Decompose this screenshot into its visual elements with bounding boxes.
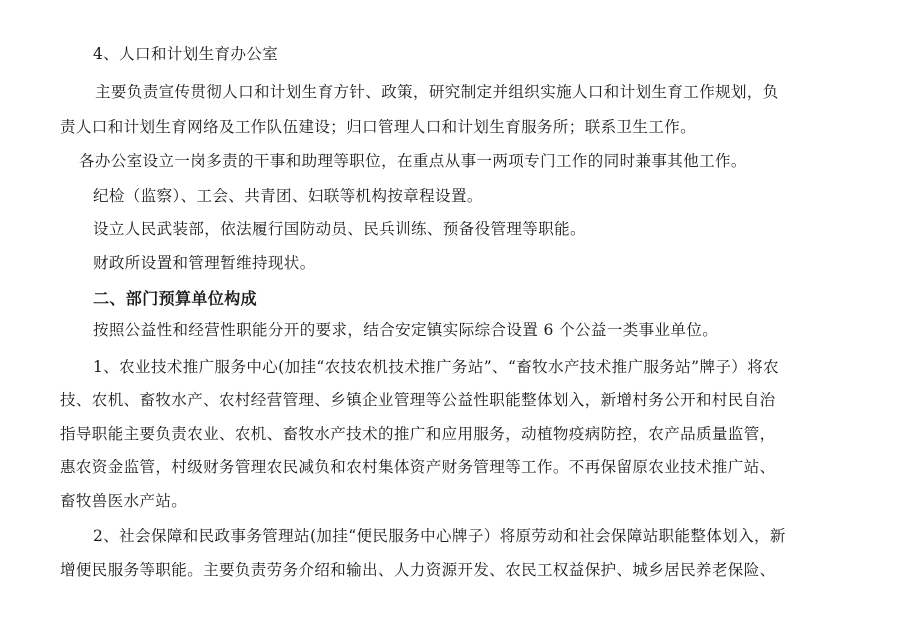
paragraph-line: 惠农资金监管，村级财务管理农民减负和农村集体资产财务管理等工作。不再保留原农业技术推广站、	[60, 458, 776, 476]
paragraph-line: 技、农机、畜牧水产、农村经营管理、乡镇企业管理等公益性职能整体划入，新增村务公开和村民自治	[60, 391, 776, 409]
paragraph-line: 各办公室设立一岗多责的干事和助理等职位，在重点从事一两项专门工作的同时兼事其他工作。	[79, 152, 747, 170]
paragraph-line: 按照公益性和经营性职能分开的要求，结合安定镇实际综合设置 6 个公益一类事业单位。	[93, 321, 719, 339]
paragraph-line: 1、农业技术推广服务中心(加挂“农技农机技术推广务站”、“畜牧水产技术推广服务站”牌子）将农	[93, 358, 780, 376]
paragraph-line: 财政所设置和管理暂维持现状。	[93, 254, 316, 272]
paragraph-line: 2、社会保障和民政事务管理站(加挂“便民服务中心牌子）将原劳动和社会保障站职能整体划入，新	[93, 527, 786, 545]
paragraph-line: 纪检（监察）、工会、共青团、妇联等机构按章程设置。	[93, 187, 483, 205]
section-title-population-office: 4、人口和计划生育办公室	[93, 45, 279, 63]
paragraph-line: 主要负责宣传贯彻人口和计划生育方针、政策，研究制定并组织实施人口和计划生育工作规划，负	[95, 83, 779, 101]
paragraph-line: 责人口和计划生育网络及工作队伍建设；归口管理人口和计划生育服务所；联系卫生工作。	[60, 118, 697, 136]
paragraph-line: 增便民服务等职能。主要负责劳务介绍和输出、人力资源开发、农民工权益保护、城乡居民养老保险、	[60, 561, 776, 579]
paragraph-line: 指导职能主要负责农业、农机、畜牧水产技术的推广和应用服务，动植物疫病防控，农产品质量监管，	[60, 425, 776, 443]
paragraph-line: 畜牧兽医水产站。	[60, 492, 188, 510]
section-heading-budget-units: 二、部门预算单位构成	[93, 289, 258, 308]
paragraph-line: 设立人民武装部，依法履行国防动员、民兵训练、预备役管理等职能。	[93, 220, 586, 238]
